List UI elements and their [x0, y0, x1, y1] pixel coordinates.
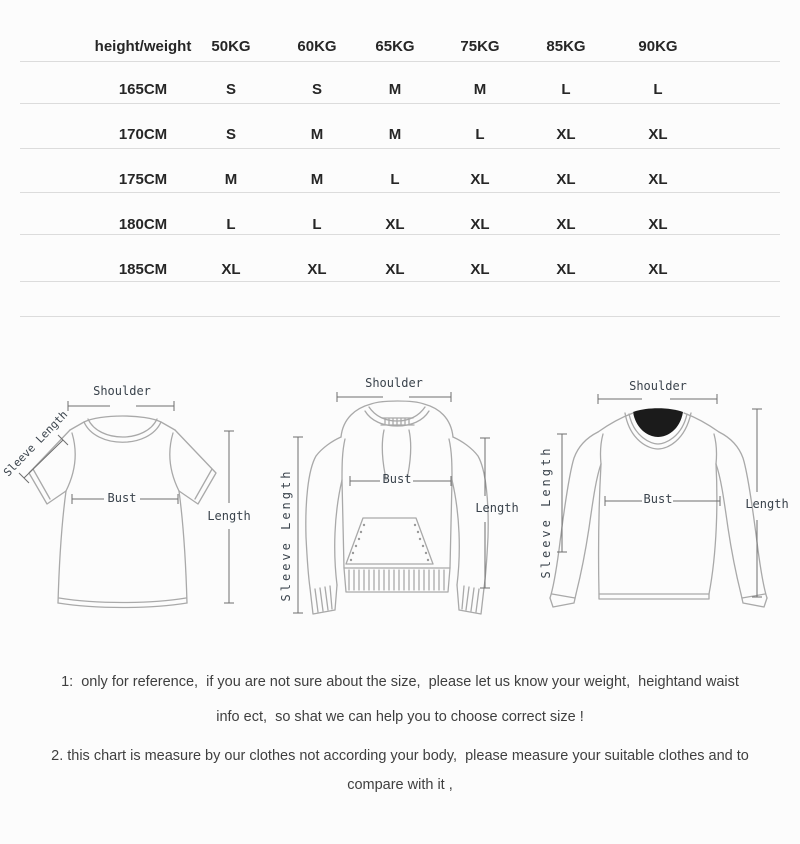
- hoodie-diagram: [270, 352, 530, 642]
- table-cell: XL: [385, 261, 405, 278]
- table-cell: XL: [221, 261, 241, 278]
- table-cell: XL: [556, 126, 576, 143]
- note-1-line-1: 1: only for reference, if you are not sure about the size, please let us know your weight, heightand waist: [61, 674, 739, 690]
- long-sleeve-length-label: Length: [745, 497, 789, 511]
- table-row-height: 180CM: [118, 216, 168, 233]
- table-divider: [20, 192, 780, 193]
- table-cell: L: [653, 81, 663, 98]
- table-header-90kg: 90KG: [638, 38, 678, 55]
- note-2-line-2: compare with it ,: [347, 777, 453, 793]
- tshirt-length-label: Length: [207, 509, 251, 523]
- hoodie-sleeve-length-label: Sleeve Length: [279, 468, 293, 602]
- table-cell: S: [225, 126, 237, 143]
- table-cell: XL: [648, 216, 668, 233]
- table-row-height: 165CM: [118, 81, 168, 98]
- table-cell: XL: [556, 216, 576, 233]
- table-cell: XL: [385, 216, 405, 233]
- table-cell: L: [226, 216, 236, 233]
- table-divider: [20, 61, 780, 62]
- table-cell: M: [310, 171, 324, 188]
- table-cell: L: [312, 216, 322, 233]
- table-cell: XL: [470, 261, 490, 278]
- table-divider: [20, 234, 780, 235]
- table-header-85kg: 85KG: [546, 38, 586, 55]
- table-cell: XL: [648, 261, 668, 278]
- table-header-60kg: 60KG: [297, 38, 337, 55]
- table-cell: M: [473, 81, 487, 98]
- table-cell: M: [388, 126, 402, 143]
- table-row-height: 185CM: [118, 261, 168, 278]
- table-row-height: 170CM: [118, 126, 168, 143]
- table-cell: XL: [470, 171, 490, 188]
- tshirt-bust-label: Bust: [107, 491, 137, 505]
- table-cell: XL: [470, 216, 490, 233]
- long-sleeve-sleeve-length-label: Sleeve Length: [539, 445, 553, 579]
- hoodie-length-label: Length: [475, 501, 519, 515]
- long-sleeve-diagram: [530, 352, 800, 642]
- table-cell: M: [310, 126, 324, 143]
- hoodie-bust-label: Bust: [382, 472, 412, 486]
- table-cell: XL: [307, 261, 327, 278]
- table-header-height-weight: height/weight: [94, 38, 192, 55]
- table-cell: XL: [556, 261, 576, 278]
- long-sleeve-shoulder-label: Shoulder: [629, 379, 687, 393]
- long-sleeve-bust-label: Bust: [643, 492, 673, 506]
- collar-fill: [633, 408, 683, 437]
- note-2-line-1: 2. this chart is measure by our clothes not according your body, please measure your suitable clothes and to: [51, 748, 749, 764]
- table-cell: XL: [648, 126, 668, 143]
- table-divider: [20, 103, 780, 104]
- hoodie-shoulder-label: Shoulder: [365, 376, 423, 390]
- table-cell: XL: [648, 171, 668, 188]
- tshirt-sleeve-length-label: Sleeve Length: [1, 408, 71, 480]
- hoodie-sketch: [270, 352, 530, 642]
- table-cell: L: [475, 126, 485, 143]
- table-divider: [20, 148, 780, 149]
- table-row-height: 175CM: [118, 171, 168, 188]
- table-cell: XL: [556, 171, 576, 188]
- tshirt-shoulder-label: Shoulder: [93, 384, 151, 398]
- table-header-50kg: 50KG: [211, 38, 251, 55]
- table-header-65kg: 65KG: [375, 38, 415, 55]
- table-header-75kg: 75KG: [460, 38, 500, 55]
- table-divider: [20, 281, 780, 282]
- table-divider: [20, 316, 780, 317]
- tshirt-diagram: [0, 352, 265, 642]
- note-1-line-2: info ect, so shat we can help you to choose correct size !: [216, 709, 584, 725]
- table-cell: S: [311, 81, 323, 98]
- table-cell: L: [390, 171, 400, 188]
- table-cell: L: [561, 81, 571, 98]
- table-cell: M: [224, 171, 238, 188]
- table-cell: M: [388, 81, 402, 98]
- table-cell: S: [225, 81, 237, 98]
